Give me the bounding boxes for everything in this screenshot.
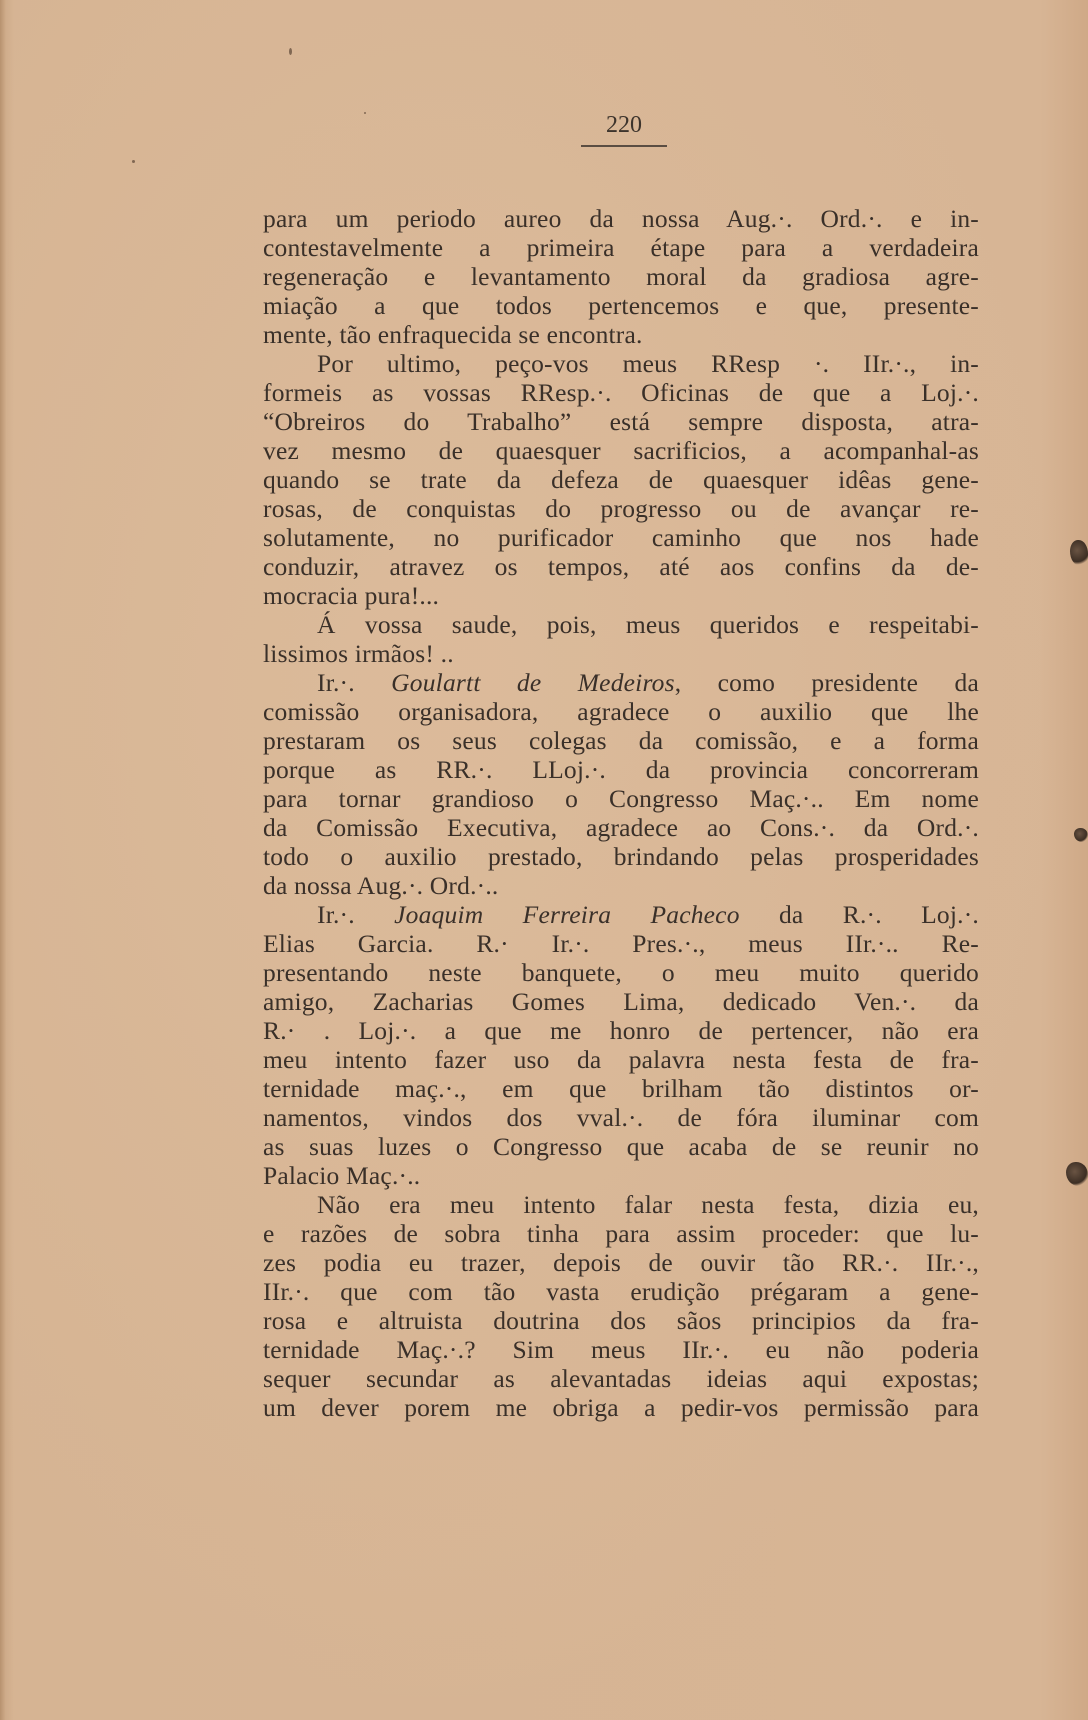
text-line: IIr.·. que com tão vasta erudição prégaram a gene- <box>263 1277 979 1306</box>
text-line: ternidade Maç.·.? Sim meus IIr.·. eu não poderia <box>263 1335 979 1364</box>
text-line: vez mesmo de quaesquer sacrificios, a acompanhal-as <box>263 436 979 465</box>
person-name: Joaquim Ferreira Pacheco <box>394 900 740 929</box>
text-line: da Comissão Executiva, agradece ao Cons.·. da Ord.·. <box>263 813 979 842</box>
text-line: solutamente, no purificador caminho que nos hade <box>263 523 979 552</box>
text-line: conduzir, atravez os tempos, até aos confins da de- <box>263 552 979 581</box>
text-line: Á vossa saude, pois, meus queridos e respeitabi- <box>317 610 979 639</box>
text-line: mente, tão enfraquecida se encontra. <box>263 320 643 349</box>
page-number: 220 <box>606 112 642 138</box>
text-line: contestavelmente a primeira étape para a verdadeira <box>263 233 979 262</box>
text-line: quando se trate da defeza de quaesquer idêas gene- <box>263 465 979 494</box>
text-line: sequer secundar as alevantadas ideias aqui expostas; <box>263 1364 979 1393</box>
paper-speck <box>289 48 292 55</box>
text-line: namentos, vindos dos vval.·. de fóra iluminar com <box>263 1103 979 1132</box>
text-line: um dever porem me obriga a pedir-vos permissão para <box>263 1393 979 1422</box>
page-number-underline <box>581 145 667 147</box>
paper-damage-mark <box>1070 540 1088 566</box>
text-line: amigo, Zacharias Gomes Lima, dedicado Ven.·. da <box>263 987 979 1016</box>
text-line: Não era meu intento falar nesta festa, dizia eu, <box>317 1190 979 1219</box>
text-line: as suas luzes o Congresso que acaba de se reunir no <box>263 1132 979 1161</box>
text-line: da nossa Aug.·. Ord.·.. <box>263 871 499 900</box>
paper-speck <box>364 112 366 114</box>
text-line: zes podia eu trazer, depois de ouvir tão RR.·. IIr.·., <box>263 1248 979 1277</box>
text-line: todo o auxilio prestado, brindando pelas prosperidades <box>263 842 979 871</box>
text-line: para tornar grandioso o Congresso Maç.·.. Em nome <box>263 784 979 813</box>
text-line: porque as RR.·. LLoj.·. da provincia concorreram <box>263 755 979 784</box>
text-line: ternidade maç.·., em que brilham tão distintos or- <box>263 1074 979 1103</box>
text-line: Palacio Maç.·.. <box>263 1161 421 1190</box>
text-line: miação a que todos pertencemos e que, presente- <box>263 291 979 320</box>
text-line: presentando neste banquete, o meu muito querido <box>263 958 979 987</box>
text-span: da R.·. Loj.·. <box>739 900 979 929</box>
text-line <box>263 900 979 929</box>
text-line: rosas, de conquistas do progresso ou de avançar re- <box>263 494 979 523</box>
text-line: Elias Garcia. R.· Ir.·. Pres.·., meus IIr.·.. Re- <box>263 929 979 958</box>
paper-speck <box>132 160 135 163</box>
text-line: comissão organisadora, agradece o auxilio que lhe <box>263 697 979 726</box>
text-line: regeneração e levantamento moral da gradiosa agre- <box>263 262 979 291</box>
text-line: “Obreiros do Trabalho” está sempre disposta, atra- <box>263 407 979 436</box>
text-line: Por ultimo, peço-vos meus RResp ·. IIr.·., in- <box>317 349 979 378</box>
text-line: lissimos irmãos! .. <box>263 639 454 668</box>
body-text <box>263 204 979 1422</box>
text-line: mocracia pura!... <box>263 581 440 610</box>
text-line: meu intento fazer uso da palavra nesta festa de fra- <box>263 1045 979 1074</box>
paper-damage-mark <box>1066 1162 1088 1186</box>
text-line: para um periodo aureo da nossa Aug.·. Ord.·. e in- <box>263 204 979 233</box>
person-name: Goulartt de Medeiros <box>391 668 675 697</box>
text-line: prestaram os seus colegas da comissão, e a forma <box>263 726 979 755</box>
text-line: formeis as vossas RResp.·. Oficinas de que a Loj.·. <box>263 378 979 407</box>
text-span: Ir.·. <box>317 668 392 697</box>
paper-damage-mark <box>1074 828 1088 842</box>
text-line <box>263 668 979 697</box>
page-binding-edge <box>0 0 6 1720</box>
text-line: rosa e altruista doutrina dos sãos principios da fra- <box>263 1306 979 1335</box>
text-line: R.· . Loj.·. a que me honro de pertencer, não era <box>263 1016 979 1045</box>
text-span: Ir.·. <box>317 900 395 929</box>
text-line: e razões de sobra tinha para assim proceder: que lu- <box>263 1219 979 1248</box>
text-span: , como presidente da <box>674 668 979 697</box>
